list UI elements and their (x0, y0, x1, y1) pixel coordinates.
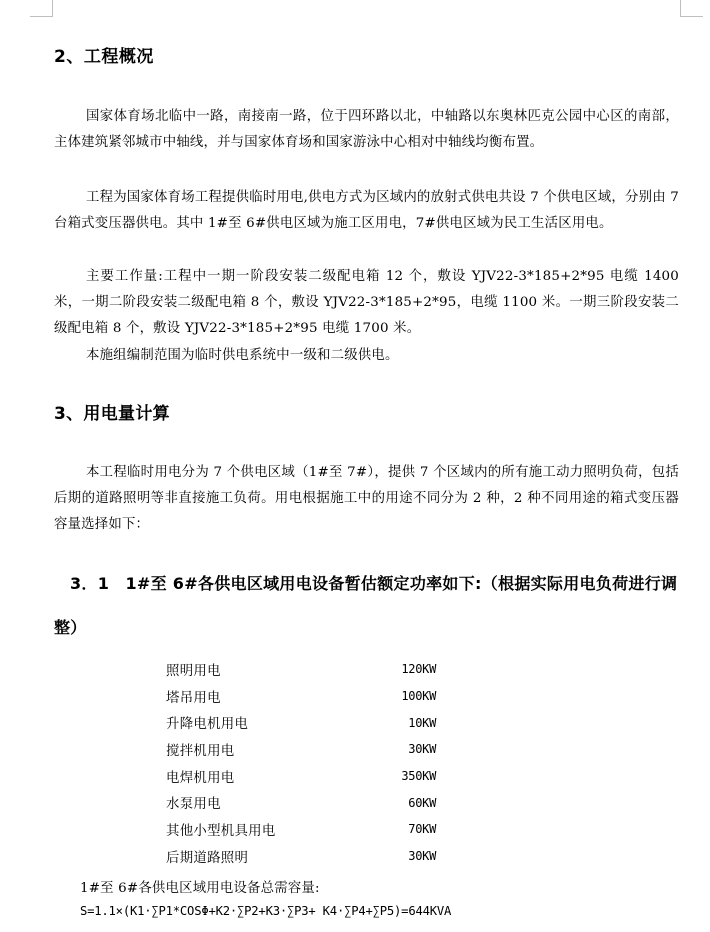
load-name: 升降电机用电 (166, 717, 249, 733)
section-3-1-heading: 3．1 1#至 6#各供电区域用电设备暂估额定功率如下:（根据实际用电负荷进行调整） (54, 574, 678, 637)
load-value: 120KW (401, 662, 436, 677)
page-corner-mark-left (30, 0, 53, 17)
load-row (166, 683, 436, 710)
load-name: 塔吊用电 (166, 690, 221, 706)
load-row (166, 816, 436, 843)
section-3-heading: 3、用电量计算 (54, 404, 170, 424)
load-name: 电焊机用电 (166, 770, 235, 786)
load-name: 后期道路照明 (166, 850, 249, 866)
load-value: 70KW (408, 822, 436, 837)
load-value: 30KW (408, 742, 436, 757)
load-row (166, 789, 436, 816)
section-2-paragraph-3: 主要工作量:工程中一期一阶段安装二级配电箱 12 个，敷设 YJV22-3*185+2*95 电缆 1400 米，一期二阶段安装二级配电箱 8 个，敷设 YJV22-3*185+2*95，电缆 1100 米。一期三阶段安装二级配电箱 8 个，敷设 YJV22-3*185+2*95 电缆 1700 米。 (54, 269, 679, 336)
capacity-formula: S=1.1×(K1·∑P1*COSΦ+K2·∑P2+K3·∑P3+ K4·∑P4+∑P5)=644KVA (80, 904, 452, 918)
load-name: 照明用电 (166, 663, 221, 679)
load-value: 60KW (408, 795, 436, 810)
total-capacity-label: 1#至 6#各供电区域用电设备总需容量: (80, 881, 320, 896)
load-name: 搅拌机用电 (166, 743, 235, 759)
load-name: 水泵用电 (166, 797, 221, 813)
load-value: 10KW (408, 715, 436, 730)
load-row (166, 736, 436, 763)
section-2-paragraph-4: 本施组编制范围为临时供电系统中一级和二级供电。 (86, 348, 399, 363)
section-3-paragraph: 本工程临时用电分为 7 个供电区域（1#至 7#），提供 7 个区域内的所有施工动力照明负荷，包括后期的道路照明等非直接施工负荷。用电根据施工中的用途不同分为 2 种，2 种不同用途的箱式变压器容量选择如下： (54, 465, 679, 532)
load-value: 350KW (401, 769, 436, 784)
section-2-paragraph-1: 国家体育场北临中一路，南接南一路，位于四环路以北，中轴路以东奥林匹克公园中心区的南部，主体建筑紧邻城市中轴线，并与国家体育场和国家游泳中心相对中轴线均衡布置。 (54, 109, 679, 150)
load-value: 30KW (408, 849, 436, 864)
load-row (166, 843, 436, 870)
load-value: 100KW (401, 689, 436, 704)
load-row (166, 763, 436, 790)
load-table (166, 656, 436, 870)
load-name: 其他小型机具用电 (166, 823, 276, 839)
page-corner-mark-right (680, 0, 703, 17)
load-row (166, 709, 436, 736)
load-row (166, 656, 436, 683)
section-2-paragraph-2: 工程为国家体育场工程提供临时用电,供电方式为区域内的放射式供电共设 7 个供电区域，分别由 7 台箱式变压器供电。其中 1#至 6#供电区域为施工区用电，7#供电区域为民工生活区用电。 (54, 190, 679, 231)
section-2-heading: 2、工程概况 (54, 47, 154, 67)
